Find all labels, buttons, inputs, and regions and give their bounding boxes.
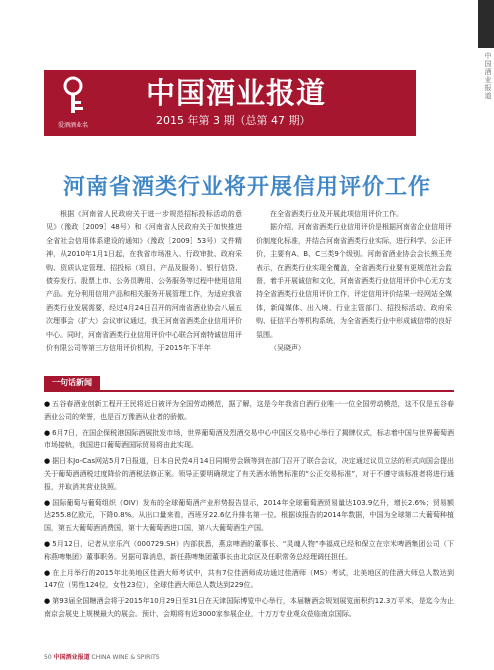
masthead-title: 中国酒业报道 [146, 76, 327, 110]
logo-caption: 爱酒酒业名 [57, 122, 88, 129]
bullet-icon: ● [44, 539, 51, 548]
news-section-header [44, 376, 454, 392]
lead-column-right [256, 208, 452, 355]
footer-brand: CHINA WINE & SPIRITS [91, 654, 160, 661]
logo [44, 70, 102, 136]
news-section-label: 一句话新闻 [44, 376, 100, 390]
bullet-icon: ● [44, 568, 51, 577]
bullet-icon: ● [44, 400, 51, 408]
news-item-text: 6月7日，在国企保税港国际酒展批发市场，世界葡萄酒及烈酒交易中心中国区交易中心举行了揭牌仪式，标志着中国与世界葡萄酒市场接轨，我国进口葡萄酒国际贸易将由此实现。 [44, 428, 454, 450]
masthead-banner [44, 70, 416, 136]
corner-tab [478, 0, 494, 48]
news-item [44, 427, 454, 453]
news-item [44, 455, 454, 493]
news-item [44, 398, 454, 424]
lead-paragraph: 在全省酒类行业及开展此项信用评价工作。 [270, 210, 403, 218]
news-list [44, 398, 454, 624]
bullet-icon: ● [44, 428, 51, 437]
bullet-icon: ● [44, 597, 51, 606]
news-item [44, 567, 454, 593]
news-item-text: 在上月举行的2015年北美地区佳酒大师考试中，共有7位佳酒师成功通过佳酒师（MS）考试，北美地区的佳酒大师总人数达到147位（男性124位，女性23位），全球佳酒大师总人数达到229位。 [44, 568, 455, 590]
news-item-text: 据日本Jo-Cas网站5月7日报道，日本自民党4月14日同期劳会顾等到在部门召开了联合会议，决定通过议员立法的形式向国会提出关于葡萄酒酒税过度降价的酒税法修正案。领导正要明确规定了有关酒水销售标准的“公正交易标准”，对于不遵守该标准者将进行通报，并取消其营业执照。 [44, 457, 455, 491]
lead-column-left [46, 208, 242, 355]
key-logo-icon [60, 76, 86, 114]
news-item [44, 538, 454, 564]
news-item [44, 595, 454, 621]
bullet-icon: ● [44, 498, 51, 507]
article-headline: 河南省酒类行业将开展信用评价工作 [62, 175, 431, 200]
news-item [44, 497, 454, 535]
news-item-text: 第93届全国糖酒会将于2015年10月29日至31日在天津国际博览中心举行，本届糖酒会规划展览面积约12.3万平米，是迄今为止南京会展史上规模最大的展会。预计，会期将有近3000家参展企业，十万万专业观众莅临南京国际。 [44, 597, 455, 618]
news-item-text: 国际葡萄与葡萄组织（OIV）发布的全球葡萄酒产业形势报告显示，2014年全球葡萄酒贸易量达103.9亿升，增长2.6%；贸易额达255.8亿欧元，下降0.8%。从出口量来看，西班牙22.6亿升排名第一位。根据该报告的2014年数据，中国为全球第二大葡萄种植国，第五大葡萄酒消费国，第十大葡萄酒进口国，第八大葡萄酒生产国。 [44, 498, 455, 533]
side-vertical-text: 中国酒业报道 [484, 52, 492, 100]
bullet-icon: ● [44, 457, 51, 466]
page-number: 50 [44, 654, 52, 661]
news-item-text: 5月12日，记者从宗乐汽（000729.SH）内部获悉，燕京啤酒的董事长、“灵魂人物”李福成已经和保立在宗米啤酒集团公司（下称燕啤集团）董事职务。另据可靠消息，新任燕啤集团董事长由北京区及任职常务总经理调任担任。 [44, 539, 454, 561]
footer-magazine-name: 中国酒业报道 [53, 654, 90, 661]
lead-paragraph: 据介绍，河南省酒类行业信用评价是根据河南省企业信用评价制度化标准，并结合河南省酒类行业实际，进行科学、公正评价，主要有A、B、C三类9个级别。河南省酒业协会会长熊玉亮表示，在酒类行业实现全覆盖，全省酒类行业要有更规范社会监督，着手开展诚信和文化，河南省酒类行业信用评价中心无方支持全省酒类行业信用评价工作，评定信用评价结果一经网站全媒体，新闻媒体、出入境、行业主管部门、招投标活动、政府采购、征信平台等机构系统，为全省酒类行业中形成诚信带的良好氛围。 [256, 223, 452, 339]
page-footer [44, 652, 160, 661]
issue-number: 2015 年第 3 期（总第 47 期） [156, 114, 311, 127]
news-item-text: 五谷春酒业创新工程开王民将近日被评为全国劳动模范，据了解，这是今年我省白酒行业唯一一位全国劳动模范，这不仅是五谷春酒业公司的荣誉，也是百万豫酒从业者的骄傲。 [44, 400, 455, 421]
lead-paragraph: 根据《河南省人民政府关于进一步规范招标投标活动的意见》（豫政［2009］48号）和《河南省人民政府关于加快推进全省社会信用体系建设的通知》（豫政［2009］53号）文件精神，从2010年1月1日起，在我省市场准入、行政审批、政府采购、资质认定管理、招投标（项目、产品及服务）、银行信贷、债券发行、股票上市、公务员聘用、公务服务等过程中使用信用产品。充分利用信用产品和相关服务开展管理工作，为适应我省酒类行业发展需要，经过4月24日召开的河南省酒业协会八届五次理事会（扩大）会议审议通过，我王河南省酒类企业信用评价中心。同时，河南省酒类行业信用评价中心联合河南特诚信用评价有限公司等第三方信用评价机构，于2015年下半年 [46, 210, 242, 353]
author-credit: （吴晓声） [270, 344, 305, 353]
